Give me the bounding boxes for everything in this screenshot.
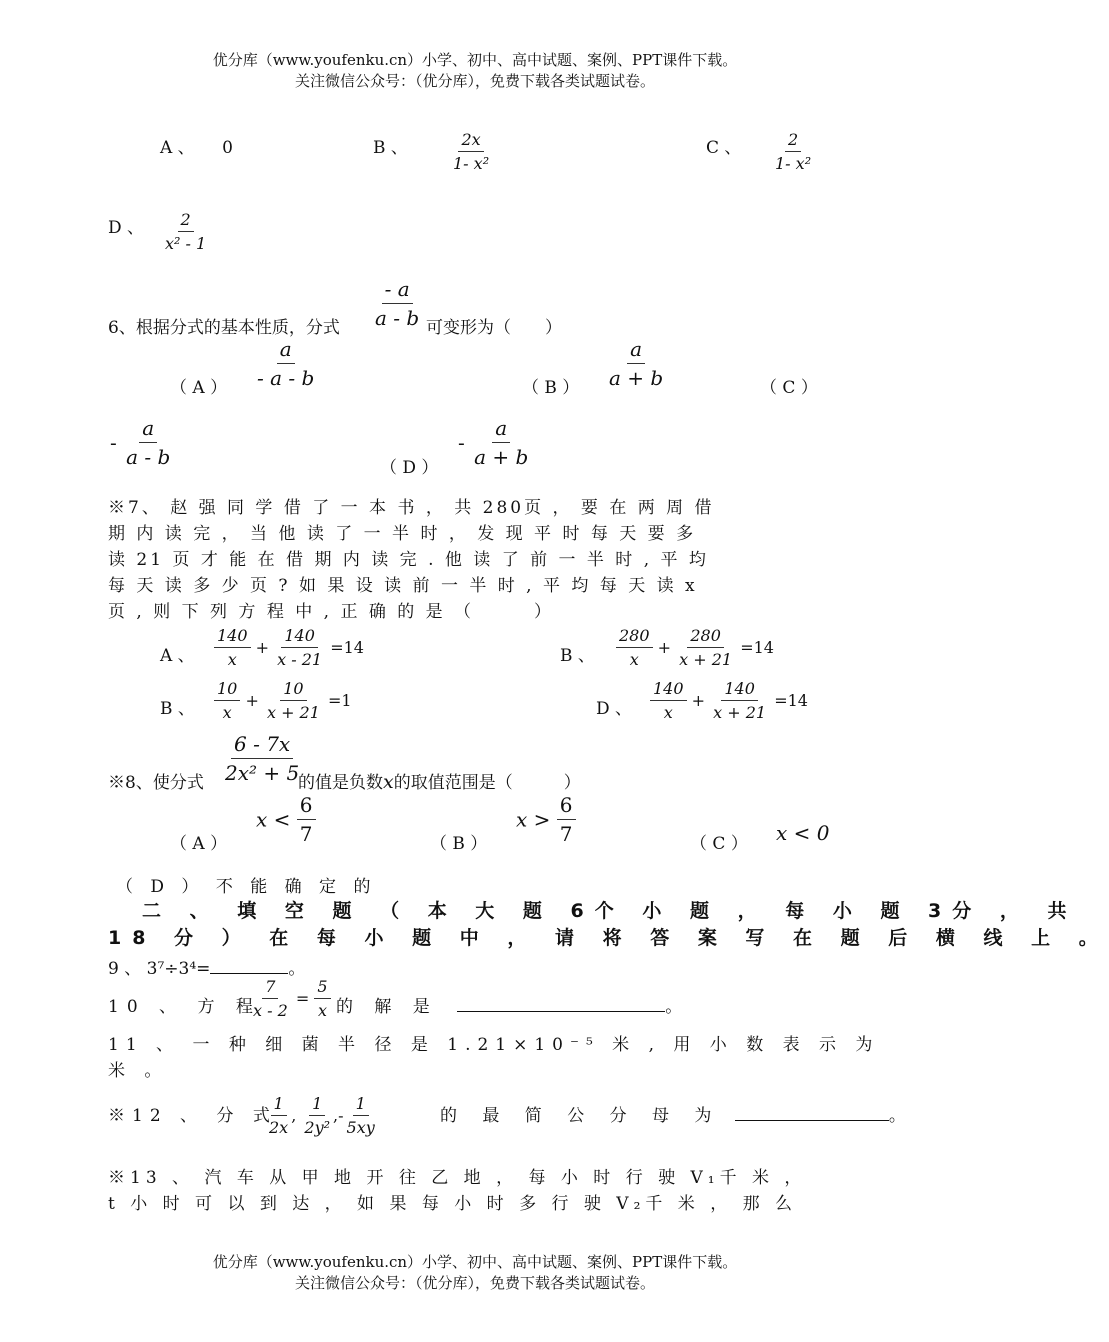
- q7-b-plus: +: [657, 638, 672, 657]
- q5-b-den: 1- x²: [453, 154, 490, 173]
- q8-b-lhs: x >: [516, 807, 551, 832]
- q7-a-num2: 140: [281, 626, 318, 648]
- q9-text: 9 、 3⁷÷3⁴=: [108, 959, 211, 979]
- q8-option-a-expr: [256, 793, 316, 846]
- section-2-line-2: 18 分 ） 在 每 小 题 中 ， 请 将 答 案 写 在 题 后 横 线 上 。: [108, 927, 1109, 949]
- q10-prefix: 10 、 方 程: [108, 997, 261, 1017]
- q7-option-d-label: D 、: [596, 699, 633, 719]
- q7-option-a-equation: [214, 626, 364, 669]
- q9-answer-blank[interactable]: [210, 973, 288, 974]
- q7-option-b-label: B 、: [560, 646, 595, 666]
- q10-num2: 5: [314, 977, 330, 999]
- q5-a-value: 0: [222, 138, 233, 158]
- q7-d-plus: +: [691, 691, 706, 710]
- q7-d-num1: 140: [650, 679, 687, 701]
- q8-frac-num: 6 - 7x: [231, 732, 293, 759]
- q6-prefix: 6、根据分式的基本性质，分式: [108, 318, 340, 338]
- q8-b-den: 7: [559, 822, 573, 846]
- q10-end: 。: [665, 997, 683, 1017]
- footer: [0, 1252, 950, 1294]
- q8-option-b-label: （ B ）: [430, 834, 488, 854]
- q7-option-d-equation: [650, 679, 808, 722]
- q7-c-num2: 10: [280, 679, 306, 701]
- q5-d-num: 2: [178, 210, 194, 232]
- q6-c-sign: -: [110, 430, 117, 455]
- q8-option-b-expr: [516, 793, 576, 846]
- q5-c-den: 1- x²: [775, 154, 812, 173]
- q12-answer-blank[interactable]: [735, 1120, 889, 1121]
- header-line-1: 优分库（www.youfenku.cn）小学、初中、高中试题、案例、PPT课件下载。: [212, 51, 738, 69]
- q5-option-b-label: B 、: [373, 138, 408, 158]
- q7-line-1: ※7、 赵 强 同 学 借 了 一 本 书 ， 共 280页 ， 要 在 两 周 借: [108, 498, 715, 518]
- q6-c-den: a - b: [126, 445, 171, 469]
- q12-fractions: [266, 1094, 378, 1137]
- q10-answer-blank[interactable]: [457, 1011, 665, 1012]
- q10-den1: x - 2: [253, 1001, 288, 1020]
- q7-b-den2: x + 21: [679, 650, 733, 669]
- q6-suffix: 可变形为（ ）: [426, 318, 562, 338]
- q7-option-c-equation: [214, 679, 352, 722]
- q7-a-den2: x - 21: [277, 650, 323, 669]
- q12-den3: 5xy: [346, 1118, 375, 1137]
- q7-option-c-label: B 、: [160, 699, 195, 719]
- q8-a-num: 6: [297, 793, 316, 820]
- q12-den2: 2y²: [304, 1118, 331, 1137]
- q8-var: x: [383, 771, 394, 793]
- q13-line-2: t 小 时 可 以 到 达 ， 如 果 每 小 时 多 行 驶 V₂千 米 ， 那 么: [108, 1194, 797, 1214]
- q6-option-b-fraction: [606, 337, 666, 390]
- q9-end: 。: [288, 959, 306, 979]
- q12-num2: 1: [309, 1094, 325, 1116]
- q8-mid-text: 的值是负数: [298, 773, 383, 793]
- q10-equation: [250, 977, 331, 1020]
- q12-sep2: ,-: [333, 1106, 344, 1125]
- q11: [108, 1032, 879, 1084]
- q7-a-den1: x: [227, 650, 237, 669]
- q6-b-num: a: [627, 337, 645, 364]
- q13-line-1: ※13 、 汽 车 从 甲 地 开 往 乙 地 ， 每 小 时 行 驶 V₁千 米 ，: [108, 1168, 807, 1188]
- q6-option-c-label: （ C ）: [760, 378, 818, 398]
- q12-num3: 1: [353, 1094, 369, 1116]
- q8-prefix: ※8、使分式: [108, 773, 204, 793]
- q11-line-1: 11 、 一 种 细 菌 半 径 是 1.21×10⁻⁵ 米 , 用 小 数 表 示 为: [108, 1035, 880, 1055]
- q8-fraction: [222, 732, 302, 785]
- q7-option-b-equation: [616, 626, 774, 669]
- q7-a-rhs: =14: [330, 638, 364, 657]
- q7-a-num1: 140: [214, 626, 251, 648]
- q13: [108, 1165, 806, 1217]
- q8-option-d: （ D ） 不 能 确 定 的: [116, 877, 377, 897]
- q6-d-num: a: [492, 416, 510, 443]
- q12-sep1: ,: [291, 1106, 297, 1125]
- q11-line-2: 米 。: [108, 1061, 169, 1081]
- q7-a-plus: +: [255, 638, 270, 657]
- q7-c-num1: 10: [214, 679, 240, 701]
- q5-c-num: 2: [785, 130, 801, 152]
- q6-b-den: a + b: [609, 366, 664, 390]
- header-line-2: 关注微信公众号：（优分库），免费下载各类试题试卷。: [294, 72, 655, 90]
- q6-a-num: a: [277, 337, 295, 364]
- q6-option-a-label: （ A ）: [170, 378, 228, 398]
- q12-mid: 的 最 简 公 分 母 为: [440, 1106, 722, 1126]
- header: [0, 50, 950, 92]
- q7-line-5: 页 , 则 下 列 方 程 中 , 正 确 的 是 （ ）: [108, 602, 555, 622]
- q7-line-3: 读 21 页 才 能 在 借 期 内 读 完 . 他 读 了 前 一 半 时 , 平 均: [108, 550, 709, 570]
- q8-suffix: 的取值范围是（ ）: [393, 773, 581, 793]
- q5-option-c-fraction: [772, 130, 814, 173]
- footer-line-2: 关注微信公众号：（优分库），免费下载各类试题试卷。: [294, 1274, 655, 1292]
- q6-frac-den: a - b: [375, 306, 420, 330]
- q7-b-rhs: =14: [740, 638, 774, 657]
- q5-option-c-label: C 、: [706, 138, 742, 158]
- q10-den2: x: [317, 1001, 327, 1020]
- q7-c-den2: x + 21: [266, 703, 320, 722]
- q5-a-label: A 、: [160, 138, 195, 158]
- q12-prefix: ※12 、 分 式: [108, 1106, 277, 1126]
- q8-option-c-expr: x < 0: [776, 821, 830, 845]
- q8-mid: [298, 768, 581, 793]
- q7-c-rhs: =1: [328, 691, 352, 710]
- footer-line-1: 优分库（www.youfenku.cn）小学、初中、高中试题、案例、PPT课件下载。: [212, 1253, 738, 1271]
- q6-c-num: a: [139, 416, 157, 443]
- q7-d-den2: x + 21: [713, 703, 767, 722]
- q6-frac-num: - a: [382, 277, 413, 304]
- q5-option-d-label: D 、: [108, 218, 145, 238]
- q7-b-num2: 280: [687, 626, 724, 648]
- q6-fraction: [372, 277, 422, 330]
- q8-frac-den: 2x² + 5: [225, 761, 300, 785]
- q6-a-den: - a - b: [257, 366, 315, 390]
- q6-option-c-fraction: [110, 416, 173, 469]
- section-2-line-1: 二 、 填 空 题 （ 本 大 题 6个 小 题 ， 每 小 题 3分 ， 共: [142, 900, 1078, 922]
- q5-option-a: [160, 133, 233, 158]
- q7-b-den1: x: [629, 650, 639, 669]
- q10-tail: [336, 992, 682, 1017]
- q7-line-2: 期 内 读 完 ， 当 他 读 了 一 半 时 ， 发 现 平 时 每 天 要 多: [108, 524, 697, 544]
- q6-option-d-label: （ D ）: [380, 458, 439, 478]
- q10-mid: 的 解 是: [336, 997, 438, 1017]
- q12-num1: 1: [271, 1094, 287, 1116]
- q5-option-d-fraction: [162, 210, 209, 253]
- q6-d-sign: -: [458, 430, 465, 455]
- q7-d-rhs: =14: [774, 691, 808, 710]
- q7-option-a-label: A 、: [160, 646, 195, 666]
- q8-option-c-label: （ C ）: [690, 834, 748, 854]
- q8-option-a-label: （ A ）: [170, 834, 228, 854]
- q5-d-den: x² - 1: [165, 234, 207, 253]
- q12-end: 。: [888, 1106, 906, 1126]
- q8-a-lhs: x <: [256, 807, 291, 832]
- q7-c-plus: +: [245, 691, 259, 710]
- q7-stem: [108, 495, 715, 625]
- q10-eq: =: [295, 989, 310, 1008]
- q7-c-den1: x: [222, 703, 232, 722]
- q6-d-den: a + b: [474, 445, 529, 469]
- q7-line-4: 每 天 读 多 少 页 ? 如 果 设 读 前 一 半 时 , 平 均 每 天 读 x: [108, 576, 698, 596]
- q6-option-a-fraction: [254, 337, 317, 390]
- q6-option-d-fraction: [458, 416, 531, 469]
- q12-tail: [440, 1101, 906, 1126]
- q5-option-b-fraction: [450, 130, 492, 173]
- q9: [108, 954, 305, 979]
- q6-option-b-label: （ B ）: [522, 378, 580, 398]
- q10-num1: 7: [262, 977, 278, 999]
- q5-b-num: 2x: [458, 130, 483, 152]
- q8-b-num: 6: [557, 793, 576, 820]
- q7-d-num2: 140: [721, 679, 758, 701]
- q12-den1: 2x: [269, 1118, 289, 1137]
- q8-a-den: 7: [299, 822, 313, 846]
- q7-d-den1: x: [663, 703, 673, 722]
- section-2-heading: [108, 898, 1109, 952]
- q7-b-num1: 280: [616, 626, 653, 648]
